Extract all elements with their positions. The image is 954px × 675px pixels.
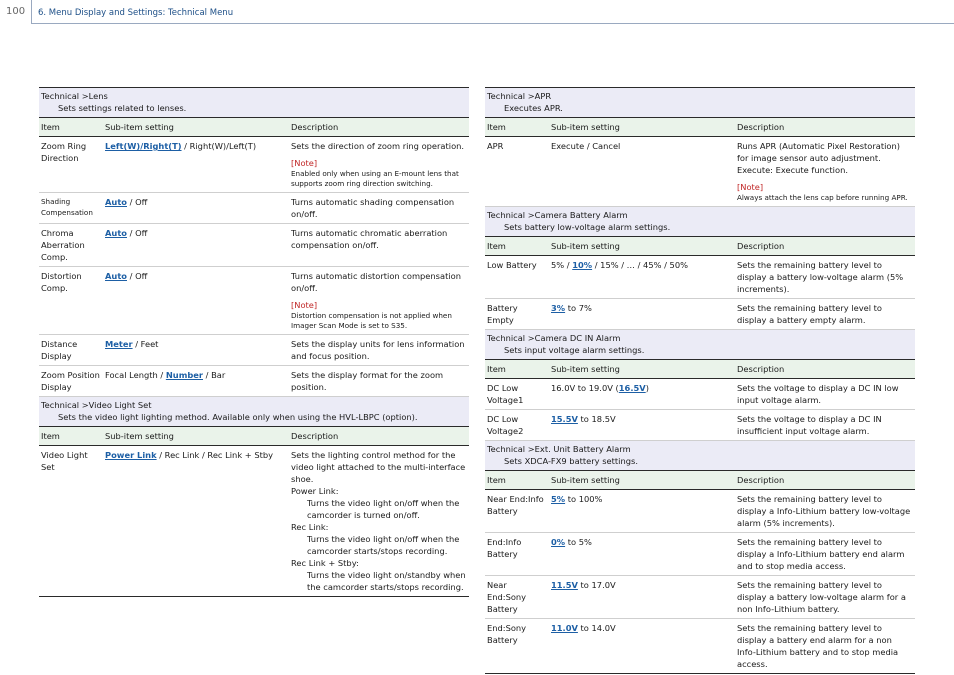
header-rule	[31, 23, 954, 24]
lens-table	[39, 87, 469, 597]
section-description: Sets input voltage alarm settings.	[504, 345, 645, 355]
column-header-sub: Sub-item setting	[549, 471, 735, 490]
table-row	[485, 576, 915, 619]
table-row	[485, 410, 915, 441]
column-header-sub: Sub-item setting	[103, 118, 289, 137]
section-header	[485, 441, 915, 471]
table-row	[39, 224, 469, 267]
section-header	[485, 207, 915, 237]
header-divider	[31, 0, 32, 24]
column-header-sub: Sub-item setting	[549, 118, 735, 137]
option-label: Rec Link:	[291, 522, 329, 532]
apr-table	[485, 87, 915, 674]
sub-item-setting: 11.0V to 14.0V	[549, 619, 735, 674]
column-header-desc: Description	[735, 118, 915, 137]
section-title: Technical >Ext. Unit Battery Alarm	[487, 444, 631, 454]
item-name: Distance Display	[39, 335, 103, 366]
table-row	[39, 366, 469, 397]
note-label: [Note]	[291, 300, 318, 310]
note-text: Always attach the lens cap before running APR.	[737, 193, 908, 202]
page-header	[0, 0, 954, 24]
chapter-title: 6. Menu Display and Settings: Technical Menu	[38, 8, 234, 18]
note-text: Distortion compensation is not applied when Imager Scan Mode is set to S35.	[291, 311, 452, 330]
page-number: 100	[6, 6, 26, 17]
column-header-row	[485, 118, 915, 137]
column-header-item: Item	[485, 471, 549, 490]
section-header	[39, 397, 469, 427]
default-value: Left(W)/Right(T)	[105, 141, 182, 151]
sub-item-setting: Meter / Feet	[103, 335, 289, 366]
sub-item-setting: Focal Length / Number / Bar	[103, 366, 289, 397]
default-value: Power Link	[105, 450, 157, 460]
default-value: 5%	[551, 494, 566, 504]
default-value: 10%	[572, 260, 593, 270]
section-description: Sets the video light lighting method. Available only when using the HVL-LBPC (option).	[58, 412, 418, 422]
column-header-item: Item	[485, 237, 549, 256]
option-label: Rec Link + Stby:	[291, 558, 359, 568]
default-value: Auto	[105, 228, 127, 238]
section-description: Sets battery low-voltage alarm settings.	[504, 222, 671, 232]
column-header-item: Item	[39, 427, 103, 446]
item-description: Sets the voltage to display a DC IN insufficient input voltage alarm.	[735, 410, 915, 441]
default-value: 16.5V	[618, 383, 646, 393]
default-value: 3%	[551, 303, 566, 313]
default-value: 15.5V	[551, 414, 578, 424]
item-name: Near End:Sony Battery	[485, 576, 549, 619]
section-title: Technical >Video Light Set	[41, 400, 152, 410]
sub-item-setting: 3% to 7%	[549, 299, 735, 330]
section-title: Technical >Camera Battery Alarm	[487, 210, 628, 220]
section-description: Sets XDCA-FX9 battery settings.	[504, 456, 638, 466]
table-row	[39, 335, 469, 366]
item-name: Video Light Set	[39, 446, 103, 597]
item-name: Shading Compensation	[39, 193, 103, 224]
item-description: Turns automatic chromatic aberration compensation on/off.	[289, 224, 469, 267]
sub-item-setting: Auto / Off	[103, 224, 289, 267]
item-description: Sets the display units for lens information and focus position.	[289, 335, 469, 366]
item-name: DC Low Voltage2	[485, 410, 549, 441]
column-header-row	[39, 118, 469, 137]
table-row	[485, 379, 915, 410]
note-label: [Note]	[291, 158, 318, 168]
note-text: Enabled only when using an E-mount lens that supports zoom ring direction switching.	[291, 169, 459, 188]
section-header	[485, 330, 915, 360]
column-header-item: Item	[39, 118, 103, 137]
item-name: APR	[485, 137, 549, 207]
item-name: Distortion Comp.	[39, 267, 103, 335]
item-name: Low Battery	[485, 256, 549, 299]
left-column	[39, 87, 469, 597]
default-value: Auto	[105, 271, 127, 281]
column-header-desc: Description	[735, 471, 915, 490]
item-description: Sets the remaining battery level to display a battery low-voltage alarm (5% increments).	[735, 256, 915, 299]
item-description: Runs APR (Automatic Pixel Restoration) for image sensor auto adjustment. Execute: Execute function. [Note] Always attach the lens cap before running APR.	[735, 137, 915, 207]
item-description: Turns automatic shading compensation on/off.	[289, 193, 469, 224]
default-value: Number	[165, 370, 203, 380]
column-header-desc: Description	[735, 237, 915, 256]
item-description: Sets the remaining battery level to display a Info-Lithium battery low-voltage alarm (5% increments).	[735, 490, 915, 533]
option-description: Turns the video light on/off when the camcorder is turned on/off.	[307, 498, 460, 520]
option-description: Turns the video light on/off when the camcorder starts/stops recording.	[307, 534, 460, 556]
column-header-item: Item	[485, 118, 549, 137]
column-header-sub: Sub-item setting	[103, 427, 289, 446]
column-header-desc: Description	[289, 427, 469, 446]
item-name: Zoom Ring Direction	[39, 137, 103, 193]
table-row	[485, 137, 915, 207]
default-value: 11.0V	[551, 623, 578, 633]
table-row	[39, 446, 469, 597]
column-header-sub: Sub-item setting	[549, 360, 735, 379]
item-description: Sets the direction of zoom ring operation. [Note] Enabled only when using an E-mount lens that supports zoom ring direction switching.	[289, 137, 469, 193]
table-row	[485, 299, 915, 330]
sub-item-setting: Auto / Off	[103, 193, 289, 224]
table-row	[485, 533, 915, 576]
table-row	[39, 137, 469, 193]
column-header-row	[485, 471, 915, 490]
column-header-item: Item	[485, 360, 549, 379]
item-name: Battery Empty	[485, 299, 549, 330]
column-header-row	[485, 360, 915, 379]
right-column	[485, 87, 915, 674]
sub-item-setting: 0% to 5%	[549, 533, 735, 576]
item-description: Sets the display format for the zoom position.	[289, 366, 469, 397]
item-description: Sets the lighting control method for the video light attached to the multi-interface shoe. Power Link: Turns the video light on/off when the camcorder is turned on/off. Rec Link: Turns the video light on/off when the camcorder starts/stops recording. Rec Link + Stby: Turns the video light on/standby when the camcorder starts/stops recording.	[289, 446, 469, 597]
sub-item-setting: 11.5V to 17.0V	[549, 576, 735, 619]
section-header	[39, 88, 469, 118]
sub-item-setting: 16.0V to 19.0V (16.5V)	[549, 379, 735, 410]
option-description: Turns the video light on/standby when the camcorder starts/stops recording.	[307, 570, 466, 592]
column-header-desc: Description	[735, 360, 915, 379]
sub-item-setting: Left(W)/Right(T) / Right(W)/Left(T)	[103, 137, 289, 193]
item-description: Sets the remaining battery level to display a battery end alarm for a non Info-Lithium battery and to stop media access.	[735, 619, 915, 674]
sub-item-setting: Execute / Cancel	[549, 137, 735, 207]
sub-item-setting: 5% / 10% / 15% / … / 45% / 50%	[549, 256, 735, 299]
item-name: Near End:Info Battery	[485, 490, 549, 533]
section-title: Technical >Lens	[41, 91, 108, 101]
item-description: Sets the remaining battery level to display a Info-Lithium battery end alarm and to stop media access.	[735, 533, 915, 576]
column-header-row	[485, 237, 915, 256]
item-name: DC Low Voltage1	[485, 379, 549, 410]
default-value: 0%	[551, 537, 566, 547]
item-name: End:Sony Battery	[485, 619, 549, 674]
column-header-row	[39, 427, 469, 446]
sub-item-setting: 5% to 100%	[549, 490, 735, 533]
sub-item-setting: 15.5V to 18.5V	[549, 410, 735, 441]
item-name: Chroma Aberration Comp.	[39, 224, 103, 267]
section-description: Sets settings related to lenses.	[58, 103, 187, 113]
sub-item-setting: Auto / Off	[103, 267, 289, 335]
column-header-sub: Sub-item setting	[549, 237, 735, 256]
item-description: Sets the voltage to display a DC IN low input voltage alarm.	[735, 379, 915, 410]
default-value: 11.5V	[551, 580, 578, 590]
table-row	[39, 267, 469, 335]
section-header	[485, 88, 915, 118]
item-name: End:Info Battery	[485, 533, 549, 576]
default-value: Meter	[105, 339, 133, 349]
sub-item-setting: Power Link / Rec Link / Rec Link + Stby	[103, 446, 289, 597]
item-description: Turns automatic distortion compensation on/off. [Note] Distortion compensation is not applied when Imager Scan Mode is set to S35.	[289, 267, 469, 335]
item-description: Sets the remaining battery level to display a battery empty alarm.	[735, 299, 915, 330]
section-title: Technical >Camera DC IN Alarm	[487, 333, 621, 343]
section-title: Technical >APR	[487, 91, 552, 101]
option-label: Power Link:	[291, 486, 339, 496]
item-name: Zoom Position Display	[39, 366, 103, 397]
table-row	[485, 256, 915, 299]
note-label: [Note]	[737, 182, 764, 192]
section-description: Executes APR.	[504, 103, 563, 113]
item-description: Sets the remaining battery level to display a battery low-voltage alarm for a non Info-Lithium battery.	[735, 576, 915, 619]
table-row	[485, 490, 915, 533]
default-value: Auto	[105, 197, 127, 207]
table-row	[485, 619, 915, 674]
table-row	[39, 193, 469, 224]
column-header-desc: Description	[289, 118, 469, 137]
